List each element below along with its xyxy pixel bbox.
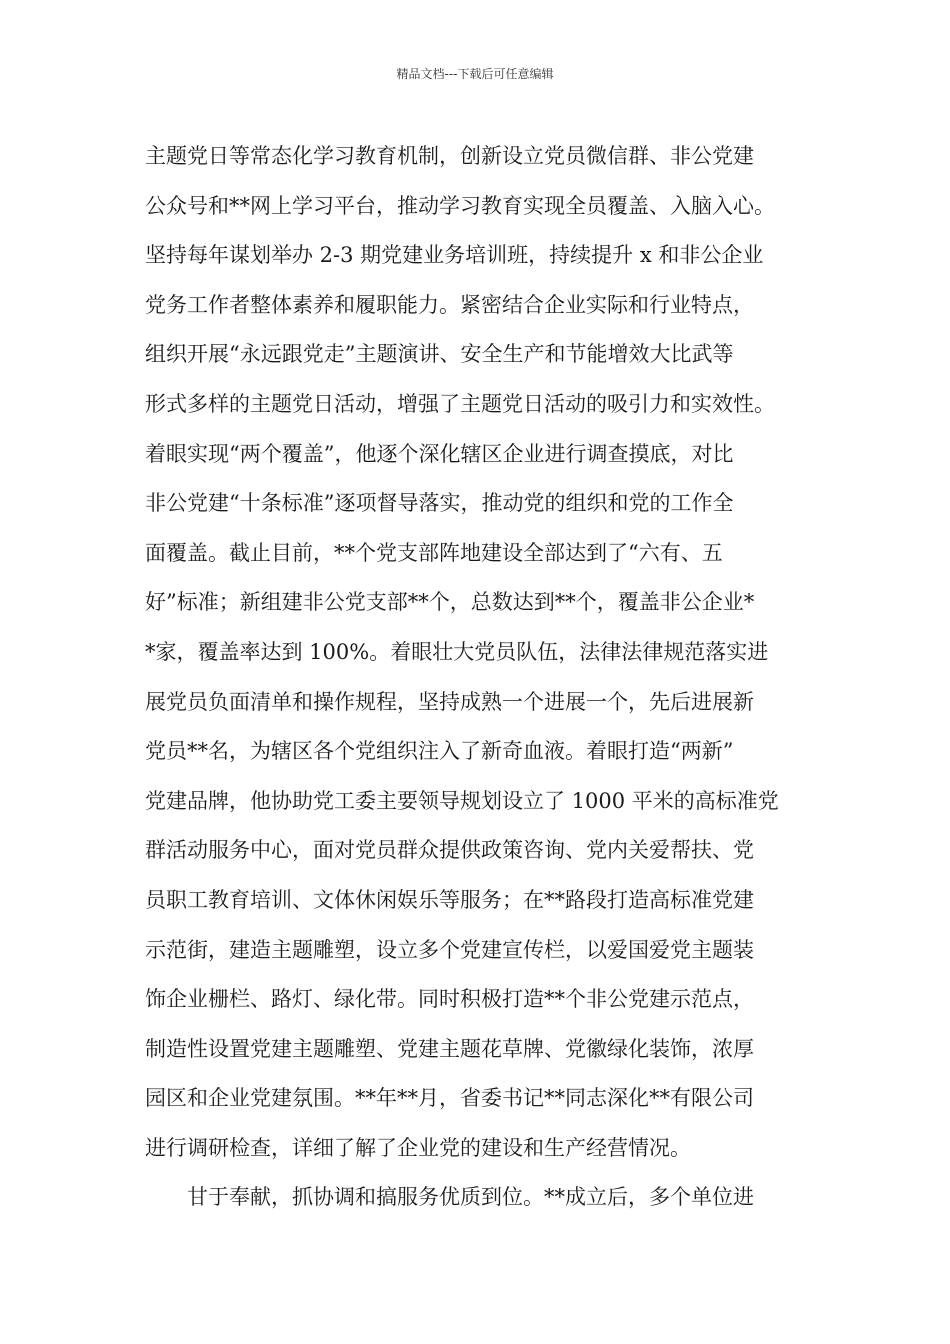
text-line: 好”标准；新组建非公党支部**个，总数达到**个，覆盖非公企业*: [145, 590, 755, 615]
text-line: 公众号和**网上学习平台，推动学习教育实现全员覆盖、入脑入心。: [145, 193, 775, 218]
body-text: [145, 132, 813, 1223]
text-line: 进行调研检查，详细了解了企业党的建设和生产经营情况。: [145, 1135, 691, 1160]
text-line: 党建品牌，他协助党工委主要领导规划设立了 1000 平米的高标准党: [145, 788, 779, 813]
text-line: 制造性设置党建主题雕塑、党建主题花草牌、党徽绿化装饰，浓厚: [145, 1036, 754, 1061]
text-line: 形式多样的主题党日活动，增强了主题党日活动的吸引力和实效性。: [145, 391, 775, 416]
text-line: 面覆盖。截止目前，**个党支部阵地建设全部达到了“六有、五: [145, 540, 723, 565]
text-line: 园区和企业党建氛围。**年**月，省委书记**同志深化**有限公司: [145, 1086, 754, 1111]
page-header: 精品文档---下载后可任意编辑: [396, 67, 554, 81]
text-line: 坚持每年谋划举办 2-3 期党建业务培训班，持续提升 x 和非公企业: [145, 243, 764, 268]
text-line: 主题党日等常态化学习教育机制，创新设立党员微信群、非公党建: [145, 144, 754, 168]
text-line: *家，覆盖率达到 100%。着眼壮大党员队伍，法律法律规范落实进: [145, 639, 769, 664]
text-line: 党员**名，为辖区各个党组织注入了新奇血液。着眼打造“两新”: [145, 739, 734, 764]
text-line: 群活动服务中心，面对党员群众提供政策咨询、党内关爱帮扶、党: [145, 838, 754, 863]
text-line: 员职工教育培训、文体休闲娱乐等服务；在**路段打造高标准党建: [145, 887, 754, 912]
text-line: 展党员负面清单和操作规程，坚持成熟一个进展一个，先后进展新: [145, 689, 754, 714]
text-line: 组织开展“永远跟党走”主题演讲、安全生产和节能增效大比武等: [145, 342, 734, 367]
text-line: 党务工作者整体素养和履职能力。紧密结合企业实际和行业特点，: [145, 292, 754, 317]
text-line: 非公党建“十条标准”逐项督导落实，推动党的组织和党的工作全: [145, 491, 734, 516]
text-line: 示范街，建造主题雕塑，设立多个党建宣传栏，以爱国爱党主题装: [145, 937, 754, 962]
text-line: 饰企业栅栏、路灯、绿化带。同时积极打造**个非公党建示范点，: [145, 987, 754, 1012]
paragraph-start-line: 甘于奉献，抓协调和搞服务优质到位。**成立后，多个单位进: [187, 1185, 754, 1210]
text-line: 着眼实现“两个覆盖”，他逐个深化辖区企业进行调查摸底，对比: [145, 441, 734, 466]
